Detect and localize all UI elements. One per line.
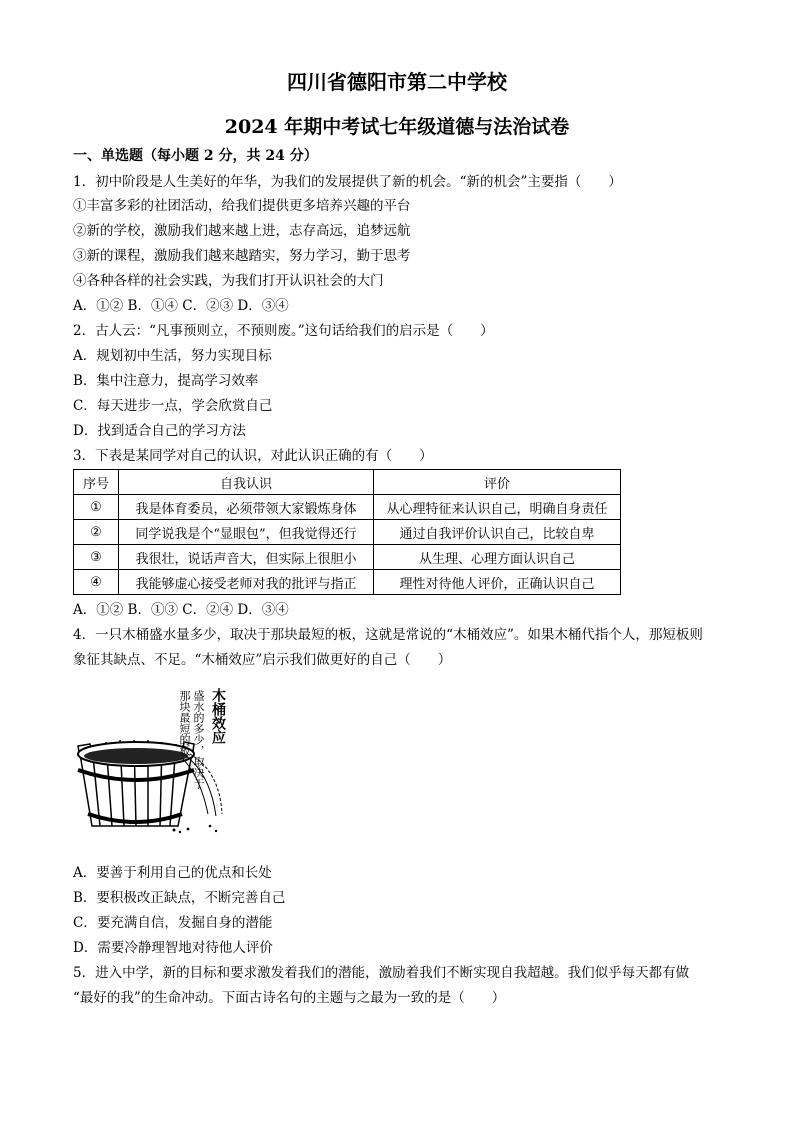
q5-stem-line1: 5．进入中学，新的目标和要求激发着我们的潜能，激励着我们不断实现自我超越。我们似乎每天都有做 [73,965,690,981]
table-cell: ④ [74,570,119,595]
barrel-caption-col2: 盛水的多少，取决于 [192,690,205,789]
table-header-cell: 自我认识 [119,470,374,495]
table-cell: ② [74,520,119,545]
q2-option: D．找到适合自己的学习方法 [73,423,246,439]
table-row [74,545,621,570]
table-header-cell: 序号 [74,470,119,495]
q2-option: B．集中注意力，提高学习效率 [73,373,259,389]
table-cell: 从心理特征来认识自己，明确自身责任 [374,495,621,520]
q1-options: A．①② B．①④ C．②③ D．③④ [73,298,289,314]
q1-stem: 1．初中阶段是人生美好的年华，为我们的发展提供了新的机会。“新的机会”主要指（ ） [73,174,622,190]
q4-stem-line2: 象征其缺点、不足。“木桶效应”启示我们做更好的自己（ ） [73,652,452,668]
table-cell: 同学说我是个“显眼包”，但我觉得还行 [119,520,374,545]
table-cell: 通过自我评价认识自己，比较自卑 [374,520,621,545]
table-header-row [74,470,621,495]
q4-option: C．要充满自信，发掘自身的潜能 [73,915,273,931]
q1-item: ③新的课程，激励我们越来越踏实，努力学习，勤于思考 [73,248,411,264]
q2-stem: 2．古人云：“凡事预则立，不预则废。”这句话给我们的启示是（ ） [73,323,494,339]
exam-subtitle: 2024 年期中考试七年级道德与法治试卷 [224,116,570,138]
barrel-illustration [70,686,230,836]
q1-item: ④各种各样的社会实践，为我们打开认识社会的大门 [73,273,384,289]
q1-item: ②新的学校，激励我们越来越上进，志存高远，追梦远航 [73,223,411,239]
table-cell: 我是体育委员，必须带领大家锻炼身体 [119,495,374,520]
table-row [74,495,621,520]
section-heading: 一、单选题（每小题 2 分，共 24 分） [73,148,318,164]
q3-table [73,469,621,595]
barrel-caption-col1: 那块最短的板。 [178,690,191,767]
table-row [74,570,621,595]
q2-option: A．规划初中生活，努力实现目标 [73,348,272,364]
table-cell: 理性对待他人评价，正确认识自己 [374,570,621,595]
page-title: 四川省德阳市第二中学校 [287,70,507,94]
barrel-icon [70,686,230,836]
q5-stem-line2: “最好的我”的生命冲动。下面古诗名句的主题与之最为一致的是（ ） [73,990,506,1006]
q4-option: A．要善于利用自己的优点和长处 [73,865,272,881]
table-cell: 从生理、心理方面认识自己 [374,545,621,570]
q3-stem: 3．下表是某同学对自己的认识，对此认识正确的有（ ） [73,448,433,464]
q4-option: B．要积极改正缺点，不断完善自己 [73,890,286,906]
q3-options: A．①② B．①③ C．②④ D．③④ [73,602,289,618]
table-header-cell: 评价 [374,470,621,495]
table-cell: 我能够虚心接受老师对我的批评与指正 [119,570,374,595]
table-cell: ① [74,495,119,520]
table-cell: ③ [74,545,119,570]
table-row [74,520,621,545]
table-cell: 我很壮，说话声音大，但实际上很胆小 [119,545,374,570]
barrel-figure-title: 木桶效应 [210,688,226,744]
q1-item: ①丰富多彩的社团活动，给我们提供更多培养兴趣的平台 [73,198,411,214]
q2-option: C．每天进步一点，学会欣赏自己 [73,398,273,414]
q4-stem-line1: 4．一只木桶盛水量多少，取决于那块最短的板，这就是常说的“木桶效应”。如果木桶代指个人，那短板则 [73,627,703,643]
q4-option: D．需要冷静理智地对待他人评价 [73,940,273,956]
